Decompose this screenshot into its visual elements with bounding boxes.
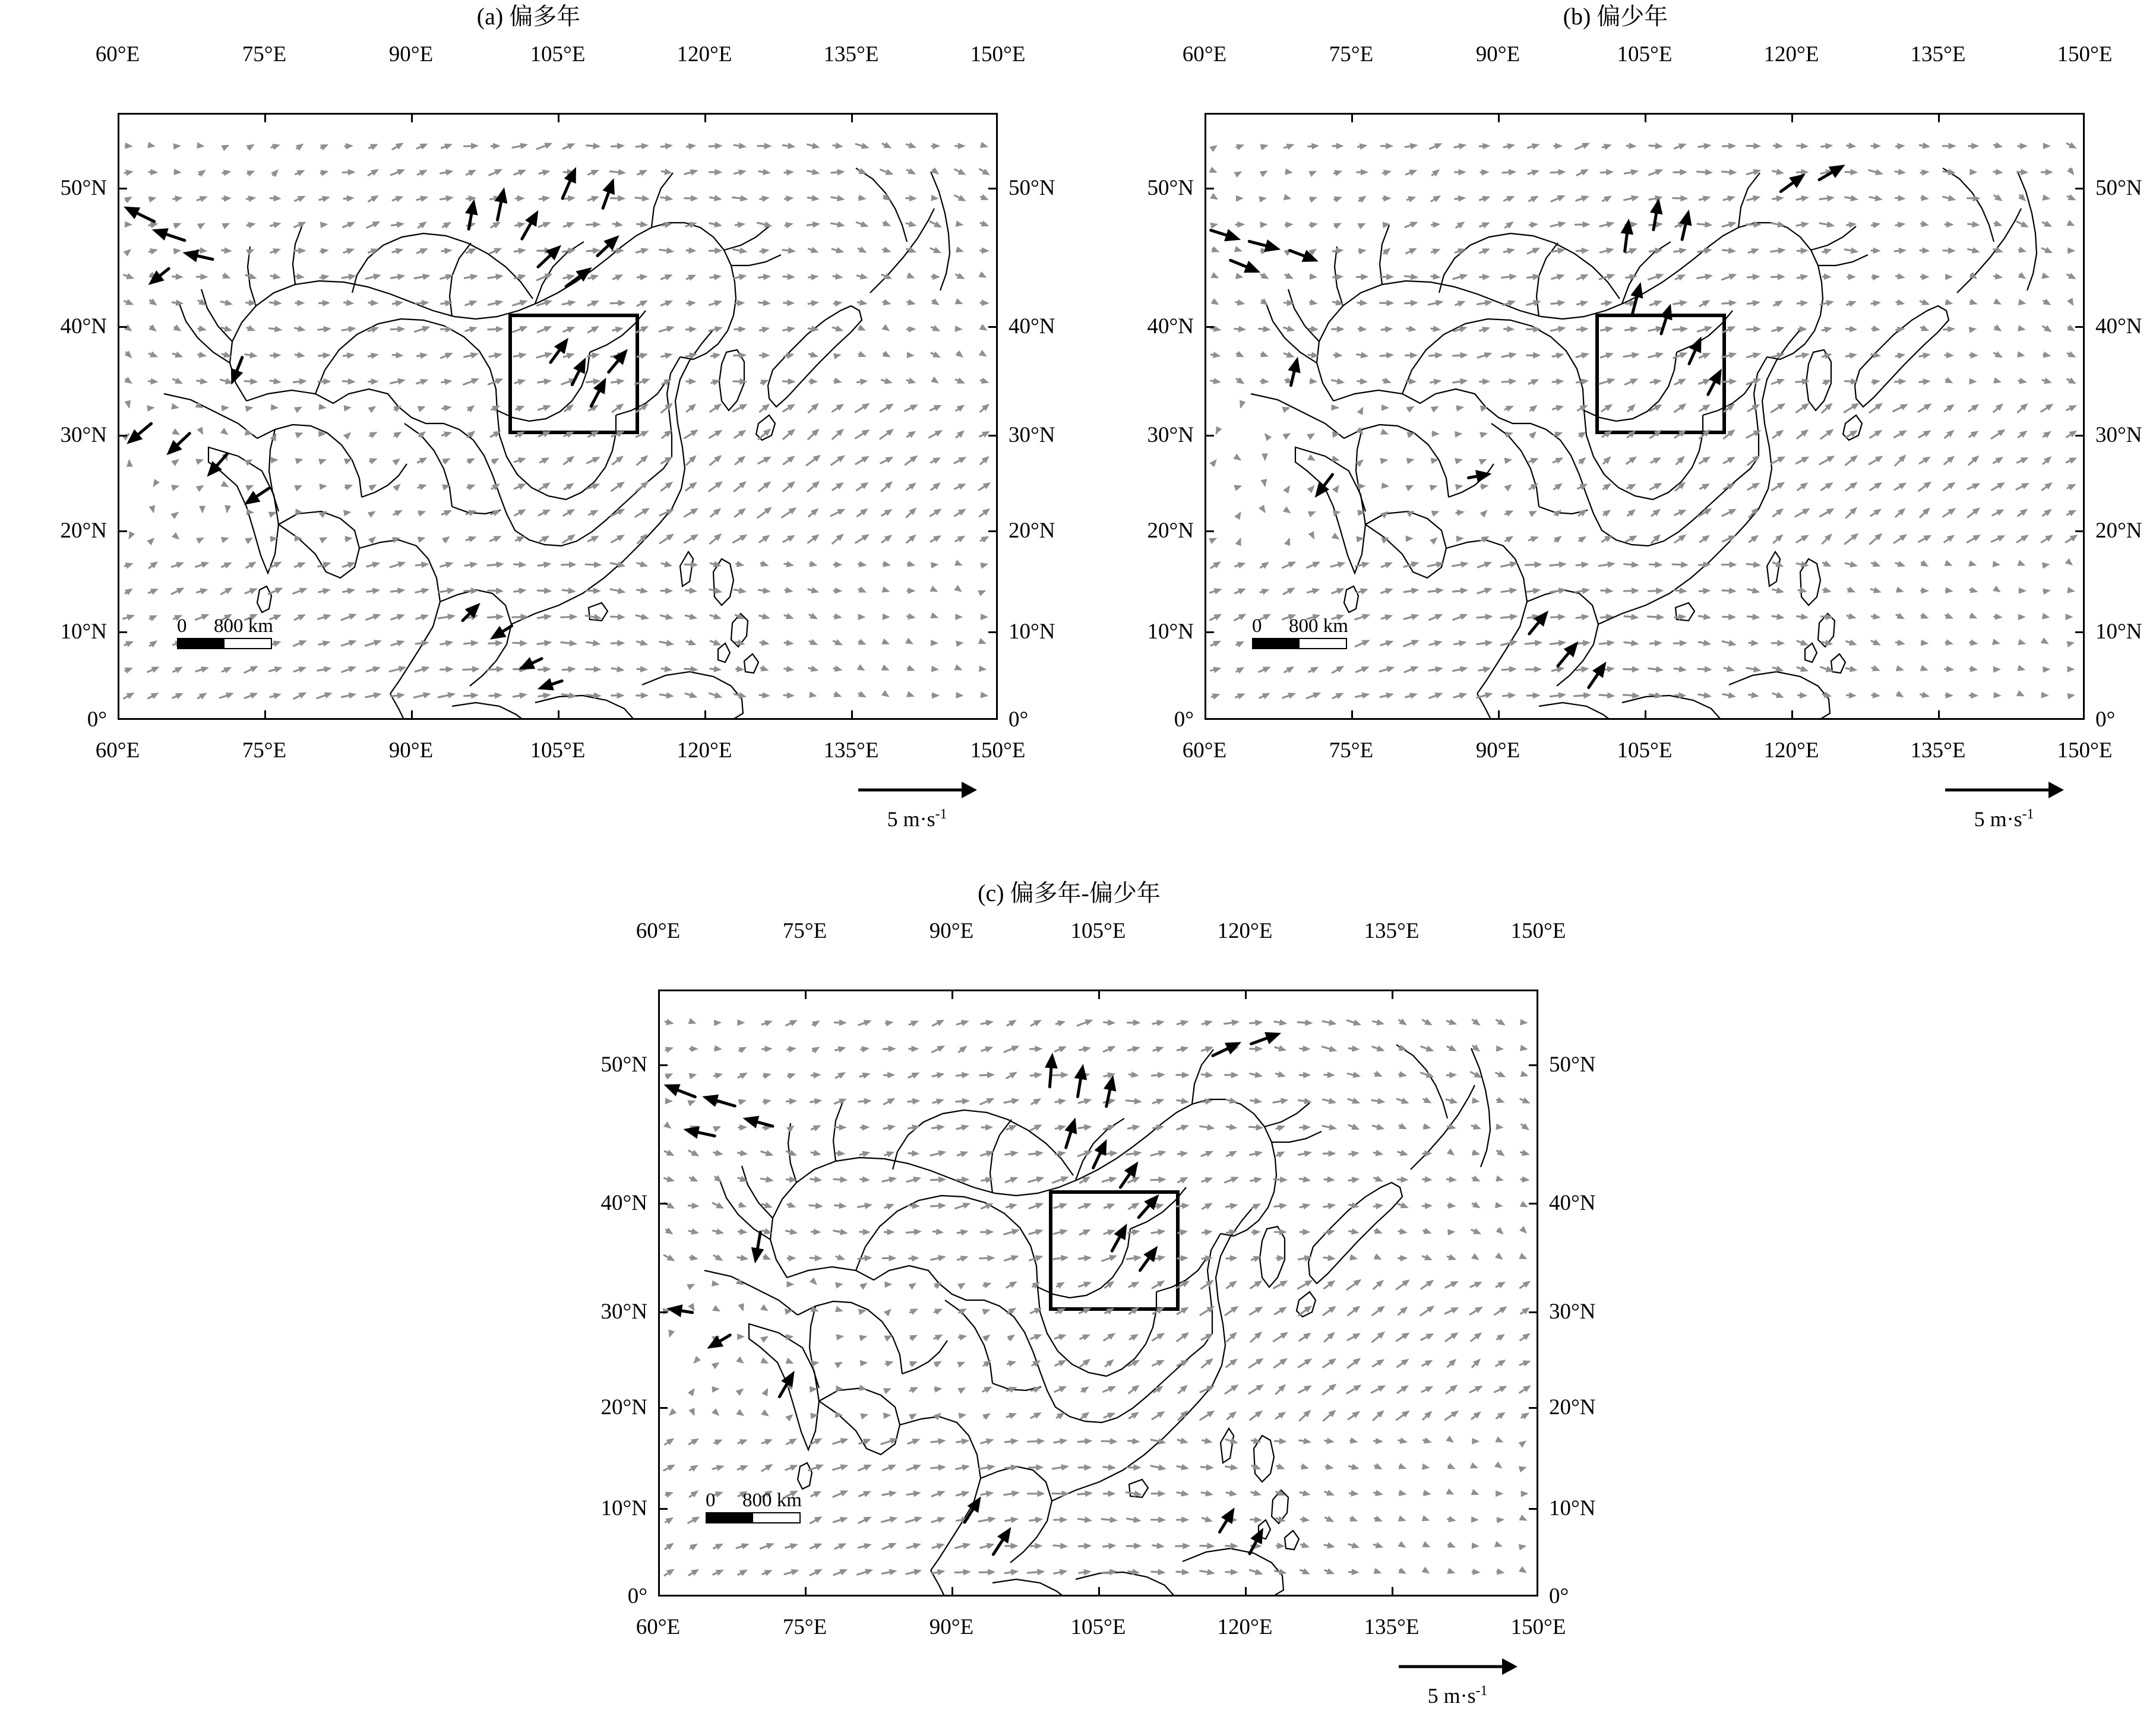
panel-b-xtick-top-4: 120°E xyxy=(1763,42,1819,67)
panel-a-ytick-right-1: 10°N xyxy=(1009,619,1055,644)
panel-a-ytick-left-2: 20°N xyxy=(60,519,107,543)
panel-b-scalebar-bar xyxy=(1252,638,1347,649)
panel-c-xtick-top-2: 90°E xyxy=(929,919,974,943)
panel-b-ytick-right-4: 40°N xyxy=(2095,314,2142,339)
panel-b-xtick-top-0: 60°E xyxy=(1182,42,1227,67)
panel-b-xtick-bot-2: 90°E xyxy=(1475,738,1520,763)
panel-a-ytick-left-1: 10°N xyxy=(60,619,107,644)
panel-b-tick-top xyxy=(1791,113,1793,122)
panel-c-xtick-top-0: 60°E xyxy=(636,919,681,943)
panel-b-vector-key-label: 5 $m\cdot s^{-1}$ xyxy=(1974,807,2034,831)
panel-b-tick-left xyxy=(1205,435,1214,437)
panel-a-xtick-bot-2: 90°E xyxy=(388,738,434,763)
panel-c-ytick-left-2: 20°N xyxy=(600,1395,647,1420)
panel-c-tick-top xyxy=(805,990,807,999)
panel-a-ytick-right-4: 40°N xyxy=(1009,314,1055,339)
panel-c-ytick-right-5: 50°N xyxy=(1549,1052,1596,1077)
significant-vector-field xyxy=(1211,165,1845,687)
panel-c-xtick-bot-6: 150°E xyxy=(1510,1615,1566,1639)
panel-c-scalebar-bar xyxy=(706,1512,801,1523)
panel-a-title: (a) 偏多年 xyxy=(476,3,581,30)
country-borders xyxy=(1266,173,1868,546)
panel-a-tick-top xyxy=(411,113,413,122)
panel-b-scalebar-zero: 0 xyxy=(1252,615,1262,637)
panel-c-ytick-left-1: 10°N xyxy=(600,1496,647,1520)
panel-a-tick-left xyxy=(118,631,127,633)
panel-b-tick-top xyxy=(1938,113,1940,122)
panel-a-tick-right xyxy=(988,631,998,633)
panel-b-xtick-top-3: 105°E xyxy=(1617,42,1673,67)
panel-a-ytick-right-3: 30°N xyxy=(1009,423,1055,447)
panel-c-ytick-left-3: 30°N xyxy=(600,1300,647,1324)
panel-a-xtick-bot-4: 120°E xyxy=(676,738,732,763)
panel-a-tick-top xyxy=(264,113,266,122)
panel-a-tick-top xyxy=(851,113,853,122)
panel-c-xtick-bot-4: 120°E xyxy=(1217,1615,1273,1639)
panel-b-xtick-top-5: 135°E xyxy=(1910,42,1966,67)
vector-key-arrow-icon xyxy=(1395,1655,1520,1678)
panel-a-xtick-top-1: 75°E xyxy=(242,42,287,67)
panel-b-ytick-left-1: 10°N xyxy=(1147,619,1194,644)
panel-c-title: (c) 偏多年-偏少年 xyxy=(978,880,1161,906)
panel-c-ytick-right-4: 40°N xyxy=(1549,1191,1596,1215)
panel-b-ytick-right-2: 20°N xyxy=(2095,519,2142,543)
panel-c-tick-right xyxy=(1529,1203,1538,1205)
panel-c-tick-top xyxy=(1098,990,1100,999)
vector-key-arrow-icon xyxy=(1942,778,2066,802)
panel-a-tick-top xyxy=(704,113,706,122)
panel-b-tick-left xyxy=(1205,188,1214,189)
panel-b-scalebar-max: 800 km xyxy=(1289,615,1348,637)
panel-b-xtick-bot-4: 120°E xyxy=(1763,738,1819,763)
panel-a-xtick-top-6: 150°E xyxy=(970,42,1026,67)
panel-a-xtick-top-0: 60°E xyxy=(95,42,140,67)
panel-c-tick-bottom xyxy=(805,1587,807,1597)
panel-b-ytick-left-5: 50°N xyxy=(1147,176,1194,200)
panel-c xyxy=(564,879,1596,1722)
panel-b-tick-left xyxy=(1205,326,1214,328)
panel-c-scalebar-max: 800 km xyxy=(742,1490,802,1511)
panel-a-xtick-top-5: 135°E xyxy=(823,42,879,67)
panel-a-scalebar-bar xyxy=(177,638,272,649)
panel-a-tick-left xyxy=(118,530,127,532)
panel-a-ytick-right-0: 0° xyxy=(1009,707,1029,732)
panel-c-tick-bottom xyxy=(1392,1587,1393,1597)
panel-a-tick-top xyxy=(558,113,559,122)
panel-a-tick-bottom xyxy=(704,710,706,720)
panel-c-xtick-top-1: 75°E xyxy=(782,919,827,943)
panel-b-ytick-left-2: 20°N xyxy=(1147,519,1194,543)
panel-a-tick-right xyxy=(988,435,998,437)
panel-b-tick-top xyxy=(1498,113,1500,122)
panel-c-scalebar-zero: 0 xyxy=(706,1490,716,1511)
panel-c-ytick-right-1: 10°N xyxy=(1549,1496,1596,1520)
panel-c-tick-right xyxy=(1529,1311,1538,1313)
panel-b-title: (b) 偏少年 xyxy=(1563,3,1668,30)
panel-c-vector-key xyxy=(1368,1655,1547,1707)
panel-c-xtick-top-4: 120°E xyxy=(1217,919,1273,943)
panel-b-tick-bottom xyxy=(1645,710,1646,720)
panel-a-tick-bottom xyxy=(558,710,559,720)
panel-a-xtick-bot-5: 135°E xyxy=(823,738,879,763)
panel-c-xtick-bot-1: 75°E xyxy=(782,1615,827,1639)
panel-a-scalebar-max: 800 km xyxy=(214,615,273,637)
panel-b-tick-right xyxy=(2075,435,2085,437)
panel-b-vector-key xyxy=(1915,778,2093,830)
panel-c-ytick-right-3: 30°N xyxy=(1549,1300,1596,1324)
panel-c-ytick-left-4: 40°N xyxy=(600,1191,647,1215)
panel-c-ytick-right-0: 0° xyxy=(1549,1584,1569,1608)
panel-c-tick-left xyxy=(658,1064,668,1066)
panel-b-scalebar xyxy=(1252,615,1347,649)
panel-c-tick-left xyxy=(658,1203,668,1205)
panel-a-ytick-left-3: 30°N xyxy=(60,423,107,447)
panel-b-ytick-left-4: 40°N xyxy=(1147,314,1194,339)
panel-a-scalebar xyxy=(177,615,272,649)
panel-a-xtick-bot-3: 105°E xyxy=(530,738,586,763)
panel-a-ytick-right-5: 50°N xyxy=(1009,176,1055,200)
panel-a-tick-left xyxy=(118,188,127,189)
panel-c-xtick-top-5: 135°E xyxy=(1364,919,1420,943)
panel-c-tick-top xyxy=(1245,990,1247,999)
panel-a-tick-bottom xyxy=(411,710,413,720)
panel-c-tick-top xyxy=(1392,990,1393,999)
panel-c-xtick-bot-5: 135°E xyxy=(1364,1615,1420,1639)
panel-b-ytick-right-3: 30°N xyxy=(2095,423,2142,447)
panel-c-xtick-top-3: 105°E xyxy=(1070,919,1126,943)
panel-b-xtick-bot-1: 75°E xyxy=(1329,738,1374,763)
panel-a-tick-right xyxy=(988,188,998,189)
panel-b-tick-bottom xyxy=(1938,710,1940,720)
panel-b-ytick-right-0: 0° xyxy=(2095,707,2116,732)
panel-a-xtick-bot-1: 75°E xyxy=(242,738,287,763)
panel-a-tick-left xyxy=(118,435,127,437)
panel-b-tick-bottom xyxy=(1498,710,1500,720)
panel-b-tick-bottom xyxy=(1791,710,1793,720)
panel-c-scalebar xyxy=(706,1490,801,1523)
coastlines xyxy=(704,1045,1490,1597)
panel-c-xtick-bot-3: 105°E xyxy=(1070,1615,1126,1639)
panel-a-ytick-right-2: 20°N xyxy=(1009,519,1055,543)
panel-b-tick-left xyxy=(1205,530,1214,532)
panel-b-tick-right xyxy=(2075,326,2085,328)
panel-c-vector-key-label: 5 $m\cdot s^{-1}$ xyxy=(1427,1683,1488,1708)
panel-a-tick-right xyxy=(988,530,998,532)
panel-a-xtick-top-3: 105°E xyxy=(530,42,586,67)
panel-c-tick-right xyxy=(1529,1508,1538,1510)
panel-b-tick-top xyxy=(1351,113,1353,122)
panel-b-xtick-top-2: 90°E xyxy=(1475,42,1520,67)
panel-a-xtick-bot-0: 60°E xyxy=(95,738,140,763)
panel-a-ytick-left-5: 50°N xyxy=(60,176,107,200)
panel-a-tick-left xyxy=(118,326,127,328)
panel-a-ytick-left-0: 0° xyxy=(87,707,107,732)
panel-c-tick-bottom xyxy=(1098,1587,1100,1597)
panel-a-tick-bottom xyxy=(264,710,266,720)
panel-c-xtick-bot-0: 60°E xyxy=(636,1615,681,1639)
panel-c-tick-top xyxy=(951,990,953,999)
panel-a-xtick-top-2: 90°E xyxy=(388,42,434,67)
panel-b-tick-right xyxy=(2075,188,2085,189)
panel-a-tick-bottom xyxy=(851,710,853,720)
panel-c-tick-left xyxy=(658,1508,668,1510)
panel-b-xtick-bot-0: 60°E xyxy=(1182,738,1227,763)
panel-a-tick-right xyxy=(988,326,998,328)
vector-key-arrow-icon xyxy=(855,778,979,802)
panel-c-xtick-top-6: 150°E xyxy=(1510,919,1566,943)
panel-b-ytick-right-1: 10°N xyxy=(2095,619,2142,644)
panel-a-vector-key-label: 5 $m\cdot s^{-1}$ xyxy=(887,807,947,831)
panel-b-xtick-bot-3: 105°E xyxy=(1617,738,1673,763)
panel-c-ytick-left-0: 0° xyxy=(627,1584,647,1608)
coastlines xyxy=(1251,168,2037,720)
panel-b-xtick-top-6: 150°E xyxy=(2057,42,2113,67)
country-borders xyxy=(719,1049,1322,1422)
panel-c-ytick-right-2: 20°N xyxy=(1549,1395,1596,1420)
panel-c-ytick-left-5: 50°N xyxy=(600,1052,647,1077)
panel-a-scalebar-zero: 0 xyxy=(177,615,187,637)
panel-b-ytick-right-5: 50°N xyxy=(2095,176,2142,200)
panel-b-ytick-left-0: 0° xyxy=(1174,707,1194,732)
panel-a-ytick-left-4: 40°N xyxy=(60,314,107,339)
panel-a-vector-key xyxy=(828,778,1006,830)
panel-a-xtick-bot-6: 150°E xyxy=(970,738,1026,763)
panel-b-tick-left xyxy=(1205,631,1214,633)
panel-b-tick-right xyxy=(2075,631,2085,633)
panel-c-tick-left xyxy=(658,1407,668,1409)
panel-a xyxy=(24,2,1055,846)
panel-b-xtick-top-1: 75°E xyxy=(1329,42,1374,67)
panel-c-xtick-bot-2: 90°E xyxy=(929,1615,974,1639)
panel-c-tick-bottom xyxy=(1245,1587,1247,1597)
panel-c-tick-right xyxy=(1529,1064,1538,1066)
panel-b-xtick-bot-6: 150°E xyxy=(2057,738,2113,763)
panel-c-tick-bottom xyxy=(951,1587,953,1597)
panel-a-xtick-top-4: 120°E xyxy=(676,42,732,67)
panel-b-xtick-bot-5: 135°E xyxy=(1910,738,1966,763)
panel-c-tick-right xyxy=(1529,1407,1538,1409)
panel-b-tick-bottom xyxy=(1351,710,1353,720)
panel-c-tick-left xyxy=(658,1311,668,1313)
panel-b-ytick-left-3: 30°N xyxy=(1147,423,1194,447)
panel-b-tick-top xyxy=(1645,113,1646,122)
panel-b-tick-right xyxy=(2075,530,2085,532)
panel-b xyxy=(1111,2,2142,846)
